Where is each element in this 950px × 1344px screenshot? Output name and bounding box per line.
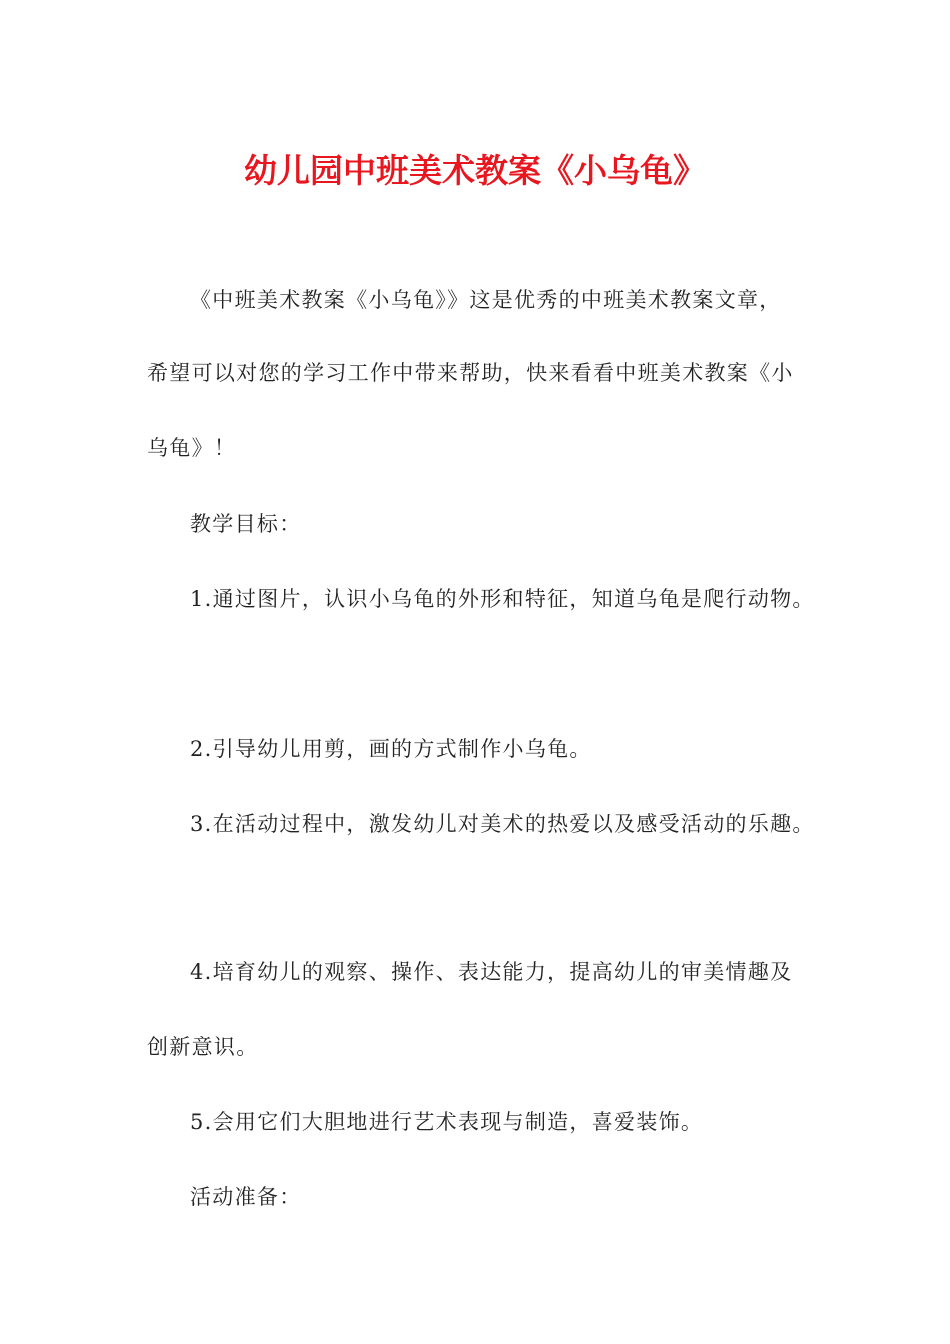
intro-line-2: 希望可以对您的学习工作中带来帮助，快来看看中班美术教案《小 xyxy=(147,361,794,385)
goal-4-line-2: 创新意识。 xyxy=(147,1035,259,1059)
document-title: 幼儿园中班美术教案《小乌龟》 xyxy=(244,151,706,190)
intro-line-1: 《中班美术教案《小乌龟》》这是优秀的中班美术教案文章， xyxy=(190,288,782,312)
goals-heading: 教学目标： xyxy=(190,512,302,536)
goal-4-line-1: 4.培育幼儿的观察、操作、表达能力，提高幼儿的审美情趣及 xyxy=(190,960,793,984)
goal-5: 5.会用它们大胆地进行艺术表现与制造，喜爱装饰。 xyxy=(190,1110,704,1134)
goal-3: 3.在活动过程中，激发幼儿对美术的热爱以及感受活动的乐趣。 xyxy=(190,812,815,836)
goal-2: 2.引导幼儿用剪，画的方式制作小乌龟。 xyxy=(190,737,592,761)
prep-heading: 活动准备： xyxy=(190,1185,302,1209)
intro-line-3: 乌龟》！ xyxy=(147,436,237,460)
goal-1: 1.通过图片，认识小乌龟的外形和特征，知道乌龟是爬行动物。 xyxy=(190,587,815,611)
